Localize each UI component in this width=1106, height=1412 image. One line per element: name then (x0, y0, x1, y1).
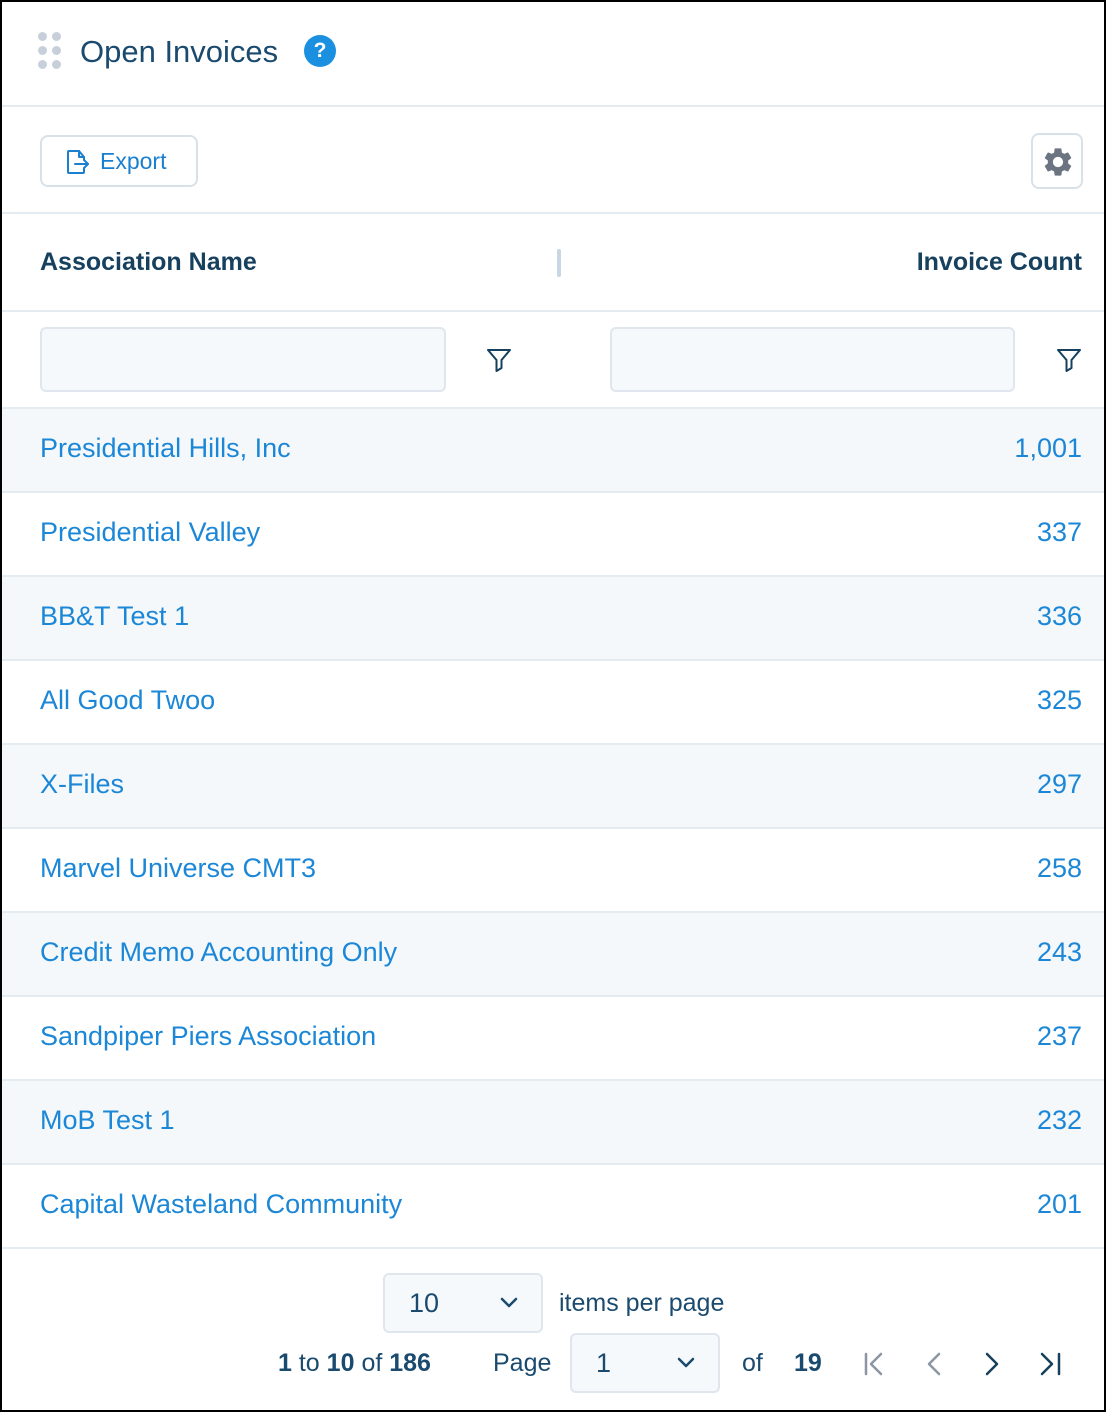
association-name-cell[interactable]: Presidential Valley (40, 517, 261, 547)
drag-handle-icon[interactable] (38, 32, 62, 72)
table-row[interactable] (2, 829, 1104, 913)
table-row[interactable] (2, 409, 1104, 493)
page-size-select[interactable] (383, 1273, 543, 1333)
pager (2, 1249, 1104, 1412)
export-label: Export (100, 148, 167, 174)
next-page-icon[interactable] (976, 1349, 1006, 1379)
association-name-cell[interactable]: All Good Twoo (40, 685, 216, 715)
association-name-cell[interactable]: Presidential Hills, Inc (40, 433, 291, 463)
invoice-count-cell[interactable]: 297 (1036, 769, 1082, 799)
filter-icon[interactable] (485, 346, 513, 374)
association-name-cell[interactable]: MoB Test 1 (40, 1105, 175, 1135)
filter-row (2, 314, 1104, 409)
column-resize-handle[interactable] (557, 249, 561, 277)
range-total: 186 (389, 1349, 431, 1377)
current-page-value: 1 (596, 1348, 612, 1378)
help-icon[interactable]: ? (304, 35, 336, 67)
total-pages: 19 (794, 1349, 822, 1377)
table-row[interactable] (2, 745, 1104, 829)
range-to: 10 (326, 1349, 355, 1377)
association-name-filter-input[interactable] (40, 327, 446, 392)
of-label: of (742, 1349, 763, 1377)
association-name-cell[interactable]: Marvel Universe CMT3 (40, 853, 317, 883)
widget-header (2, 2, 1104, 107)
table-row[interactable] (2, 1081, 1104, 1165)
invoice-count-filter-input[interactable] (610, 327, 1015, 392)
gear-icon (1041, 145, 1075, 179)
invoice-count-cell[interactable]: 237 (1036, 1021, 1082, 1051)
table-row[interactable] (2, 997, 1104, 1081)
export-button[interactable] (40, 135, 198, 187)
table-row[interactable] (2, 913, 1104, 997)
export-file-icon (64, 149, 90, 175)
column-header-row (2, 216, 1104, 312)
table-row[interactable] (2, 493, 1104, 577)
first-page-icon[interactable] (859, 1349, 889, 1379)
page-label: Page (493, 1349, 552, 1377)
invoice-count-cell[interactable]: 325 (1036, 685, 1082, 715)
association-name-cell[interactable]: X-Files (40, 769, 125, 799)
settings-button[interactable] (1031, 133, 1083, 189)
toolbar (2, 109, 1104, 214)
range-of-word: of (361, 1349, 383, 1377)
invoice-count-cell[interactable]: 336 (1036, 601, 1082, 631)
previous-page-icon[interactable] (920, 1349, 950, 1379)
table-row[interactable] (2, 661, 1104, 745)
page-size-value: 10 (409, 1288, 440, 1318)
column-header-association-name[interactable]: Association Name (40, 248, 257, 276)
chevron-down-icon (499, 1295, 519, 1309)
invoice-count-cell[interactable]: 243 (1036, 937, 1082, 967)
invoice-count-cell[interactable]: 201 (1036, 1189, 1082, 1219)
association-name-cell[interactable]: Capital Wasteland Community (40, 1189, 403, 1219)
last-page-icon[interactable] (1036, 1349, 1066, 1379)
association-name-cell[interactable]: Credit Memo Accounting Only (40, 937, 398, 967)
filter-icon[interactable] (1055, 346, 1083, 374)
widget-title: Open Invoices (80, 34, 279, 69)
invoice-table-body (2, 409, 1104, 1249)
invoice-count-cell[interactable]: 232 (1036, 1105, 1082, 1135)
range-from: 1 (278, 1349, 292, 1377)
association-name-cell[interactable]: BB&T Test 1 (40, 601, 190, 631)
range-to-word: to (298, 1349, 320, 1377)
invoice-count-cell[interactable]: 337 (1036, 517, 1082, 547)
table-row[interactable] (2, 577, 1104, 661)
table-row[interactable] (2, 1165, 1104, 1249)
association-name-cell[interactable]: Sandpiper Piers Association (40, 1021, 377, 1051)
invoice-count-cell[interactable]: 258 (1036, 853, 1082, 883)
column-header-invoice-count[interactable]: Invoice Count (916, 248, 1082, 276)
page-number-select[interactable] (570, 1333, 720, 1393)
chevron-down-icon (676, 1355, 696, 1369)
items-per-page-label: items per page (559, 1289, 725, 1317)
invoice-count-cell[interactable]: 1,001 (1014, 433, 1082, 463)
pager-range-info (278, 1349, 431, 1378)
